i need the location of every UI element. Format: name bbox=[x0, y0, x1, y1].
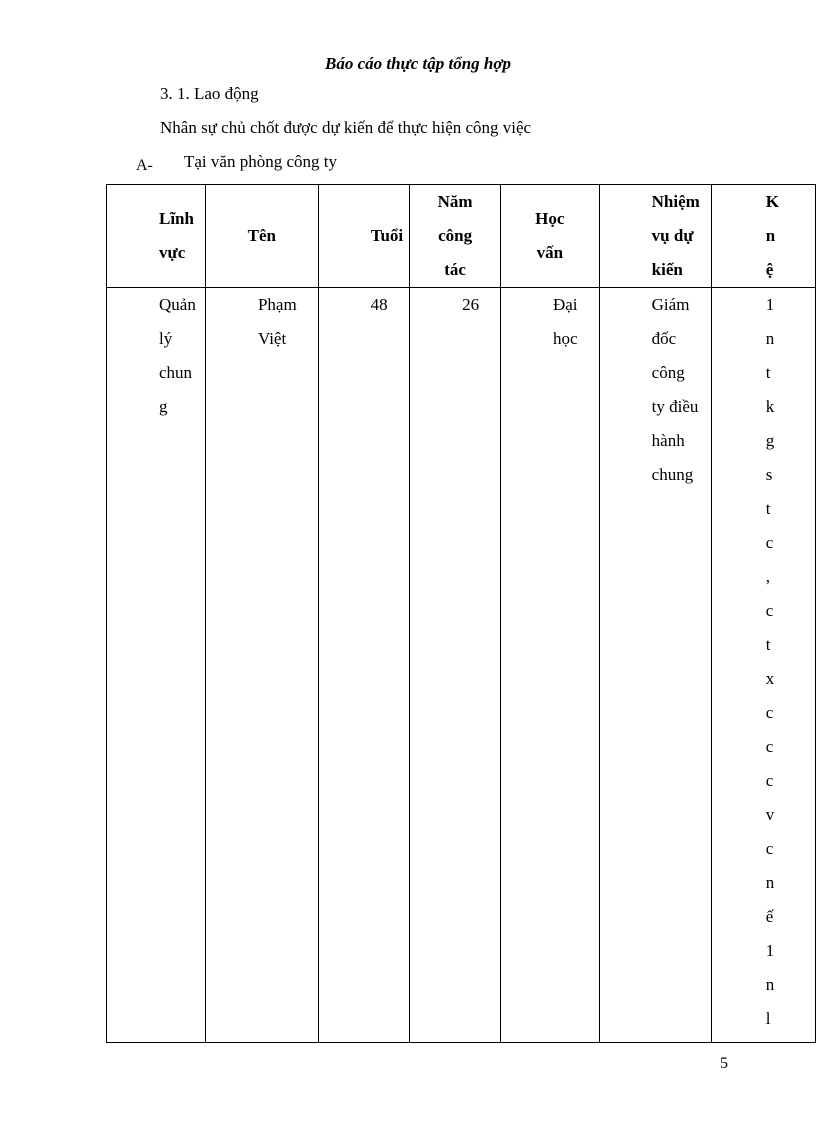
kinh-nghiem-line: v bbox=[765, 805, 775, 824]
kinh-nghiem-line: , bbox=[765, 567, 771, 586]
cell-tuoi: 48 bbox=[318, 288, 410, 1043]
cell-nam-cong-tac: 26 bbox=[410, 288, 501, 1043]
kinh-nghiem-line: t bbox=[765, 363, 771, 382]
cell-nhiem-vu: Giám đốc công ty điều hành chung bbox=[599, 288, 711, 1043]
header-nam-cong-tac: Năm công tác bbox=[410, 185, 501, 288]
header-ten: Tên bbox=[205, 185, 318, 288]
table-header-row bbox=[107, 185, 816, 288]
kinh-nghiem-line: l bbox=[765, 1009, 771, 1028]
cell-kinh-nghiem bbox=[711, 288, 815, 1043]
header-linh-vuc: Lĩnh vực bbox=[107, 185, 206, 288]
header-nhiem-vu: Nhiệm vụ dự kiến bbox=[599, 185, 711, 288]
header-hoc-van: Học vấn bbox=[500, 185, 599, 288]
kinh-nghiem-line: t bbox=[765, 499, 771, 518]
page-number: 5 bbox=[720, 1055, 728, 1072]
section-intro: Nhân sự chủ chốt được dự kiến để thực hiện công việc bbox=[160, 118, 532, 137]
kinh-nghiem-line: c bbox=[765, 703, 774, 722]
kinh-nghiem-line: c bbox=[765, 737, 774, 756]
subsection-title: Tại văn phòng công ty bbox=[184, 152, 337, 171]
kinh-nghiem-line: c bbox=[765, 839, 774, 858]
kinh-nghiem-line: x bbox=[765, 669, 775, 688]
cell-hoc-van: Đại học bbox=[500, 288, 599, 1043]
kinh-nghiem-line: g bbox=[765, 431, 775, 450]
kinh-nghiem-line: n bbox=[765, 873, 775, 892]
section-heading: 3. 1. Lao động bbox=[160, 84, 259, 103]
kinh-nghiem-line: t bbox=[765, 635, 771, 654]
kinh-nghiem-line: n bbox=[765, 975, 775, 994]
header-tuoi: Tuổi bbox=[318, 185, 410, 288]
subsection-marker: A- bbox=[136, 157, 153, 174]
kinh-nghiem-line: c bbox=[765, 601, 774, 620]
staff-table bbox=[106, 184, 816, 1043]
kinh-nghiem-line: k bbox=[765, 397, 775, 416]
cell-linh-vuc: Quản lý chun g bbox=[107, 288, 206, 1043]
table-row bbox=[107, 288, 816, 1043]
kinh-nghiem-line: c bbox=[765, 771, 774, 790]
kinh-nghiem-line: ế bbox=[765, 907, 774, 926]
kinh-nghiem-line: s bbox=[765, 465, 773, 484]
kinh-nghiem-line: 1 bbox=[765, 941, 775, 960]
kinh-nghiem-line: n bbox=[765, 329, 775, 348]
cell-ten: Phạm Việt bbox=[205, 288, 318, 1043]
kinh-nghiem-line: c bbox=[765, 533, 774, 552]
header-kinh-nghiem: K n ệ bbox=[711, 185, 815, 288]
kinh-nghiem-line: 1 bbox=[765, 295, 775, 314]
page-header-title: Báo cáo thực tập tổng hợp bbox=[324, 54, 512, 73]
